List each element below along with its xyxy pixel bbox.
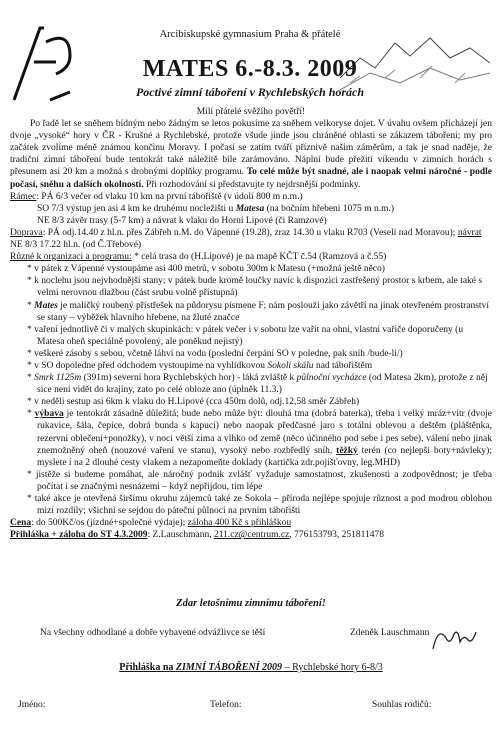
greeting: Milí přátelé svěžího povětří! (196, 107, 306, 117)
consent-field-label: Souhlas rodičů: (372, 700, 432, 710)
letter-body (10, 106, 492, 541)
school-name: Arcibiskupské gymnasium Praha & přátelé (159, 29, 341, 40)
page-subtitle: Poctivé zimní táboření v Rychlebských horách (135, 85, 365, 99)
form-title: Přihláška na ZIMNÍ TÁBOŘENÍ 2009 – Rychlebské hory 6-8/3 (119, 662, 383, 673)
list-item: * v neděli sestup asi 6km k vlaku do H.Lipové (cca 450m dolů, odj.12,58 směr Zábřeh) (27, 397, 360, 408)
list-item: * jistěže si budeme pomáhat, ale náročný podnik zvlášť vyžaduje samostatnost, zkušenosti a zodpovědnost; je třeba počítat i se značnými nesnázemi – když nepřijdou, tím lépe (27, 469, 493, 492)
page-title: MATES 6.-8.3. 2009 (142, 56, 358, 82)
list-item: * k noclehu jsou nejvhodnější stany; v pátek bude kromě loučky navíc k dispozici zastřešený prostor s krbem, ale také s velmi nerovnou dlažbou (část srubu volně přístupná) (27, 276, 483, 299)
intro-paragraph: Po řadě let se sněhem bídným nebo žádným se letos pokusíme za sněhem velkoryse dojet. V úvahu ovšem přicházejí jen dvoje „vysoké“ hory v ČR - Krušné a Rychlebské, protože všude jinde jsou chráněné oblasti se zákazem táboření; my pro začátek zvolíme méně známou končinu Moravy. I počasí se zatím tváří příznivě našim záměrům, a tak je snad naděje, že tradiční zimní táboření bude tentokrát také náležitě bíle zarámováno. Náplní bude přežití víkendu v zimních horách s přesunem asi 20 km a možná s drobnými doplňky programu. To celé může být snadné, ale i naopak velmi náročné - podle počasí, sněhu a dalších okolností. Při rozhodování si představujte ty nejdrsnější podmínky. (10, 119, 492, 190)
list-item: * Mates je maličký roubený přístřešek na půdorysu písmene F; nám poslouží jako závětří na jinak otevřeném prostranství se stany – výběžek hlavního hřebene, na žluté značce (27, 300, 489, 323)
warning-text: To celé může být snadné, ale i naopak velmi náročné - podle počasí, sněhu a dalších okolností. (10, 167, 492, 190)
ramec-line: Rámec: PÁ 6/3 večer od vlaku 10 km na první tábořiště (v údolí 800 m n.m.) (10, 191, 303, 202)
doprava-line: Doprava: PÁ odj.14.40 z hl.n. přes Zábřeh n.M. do Vápenné (19.28), zraz 14.30 u vlaku R703 (Veselí nad Moravou); návrat NE 8/3 17.22 hl.n. (od Č.Třebové) (10, 227, 482, 251)
signature-icon (428, 624, 478, 654)
sunday-line: NE 8/3 závěr trasy (5-7 km) a návrat k vlaku do Horní Lipové (či Ramzové) (37, 215, 327, 226)
list-item: * také akce je otevřená širšímu okruhu zájemců také ze Sokola – příroda nejlépe spojuje různost a pod modrou oblohou mizí rozdíly; všichni se sejdou do páteční půlnoci na prvním tábořišti (27, 494, 492, 517)
saturday-line: SO 7/3 výstup jen asi 4 km ke druhému nocležišti u Matesa (na bočním hřebeni 1075 m n.m.) (37, 203, 394, 214)
list-item: * výbava je tentokrát zásadně důležitá; bude nebo může být: dlouhá tma (dobrá baterka), třeba i velký mráz+vítr (dvoje rukavice, šála, čepice, dobrá bunda s kapucí) nebo naopak předčasné jaro s totální oblevou a deštěm (pláštěnka, rezervní oblečení+ponožky), v noci větší zima a vlhko od země (něco účinného pod sebe i pes sebe), válení nebo jinak znemožněný oheň (nouzové vaření ve stanu), vysoký nebo rozbředlý sníh, těžký terén (co nejlepší boty+návleky); myslete i na 2 dlouhé cesty vlakem a nezapomeňte doklady (kartička zdr.pojišťovny, leg.MHD) (27, 409, 492, 468)
name-field-label: Jméno: (18, 700, 46, 710)
signer-name: Zdeněk Lauschmann (350, 628, 430, 638)
list-item: * vaření jednotlivě či v malých skupinkách: v pátek večer i v sobotu lze vařit na ohni, vlastní vařiče doporučeny (u Matesa oheň speciálně povolený, ale poněkud nejistý) (27, 324, 464, 347)
list-item: * veškeré zásoby s sebou, včetně láhví na vodu (poslední čerpání SO v poledne, pak sníh /bude-li/) (27, 348, 403, 359)
invite-line: Na všechny odhodlané a dobře vybavené odvážlivce se těší (40, 628, 266, 638)
email-link[interactable]: 211.cz@centrum.cz (213, 530, 290, 541)
phone-field-label: Telefon: (210, 700, 242, 710)
list-item: * Smrk 1125m (391m) severní hora Rychlebských hor) - láká zvláště k půlnoční vycházce (od Matesa 2km), protože z něj sice není vidět do krajiny, zato po celé obloze ano (úplněk 11.3.) (27, 373, 488, 396)
list-item: * v SO dopoledne před odchodem vystoupíme na vyhlídkovou Sokolí skálu nad tábořištěm (27, 360, 373, 371)
ruzne-line: Různé k organizaci a programu: * celá trasa do (H.Lipové) je na mapě KČT č.54 (Ramzová a č.55) (10, 252, 387, 263)
cena-line: Cena: do 500Kč/os (jízdné+společné výdaje); záloha 400 Kč s přihláškou (10, 518, 292, 529)
list-item: * v pátek z Vápenné vystoupáme asi 400 metrů, v sobotu 300m k Matesu (+možná ještě něco) (27, 264, 385, 275)
ag-logo-icon (10, 22, 76, 106)
closing-line: Zdar letošnímu zimnímu táboření! (176, 598, 326, 609)
prihlaska-line: Přihláška + záloha do ST 4.3.2009: Z.Lauschmann, 211.cz@centrum.cz, 776153793, 251811478 (10, 530, 385, 541)
